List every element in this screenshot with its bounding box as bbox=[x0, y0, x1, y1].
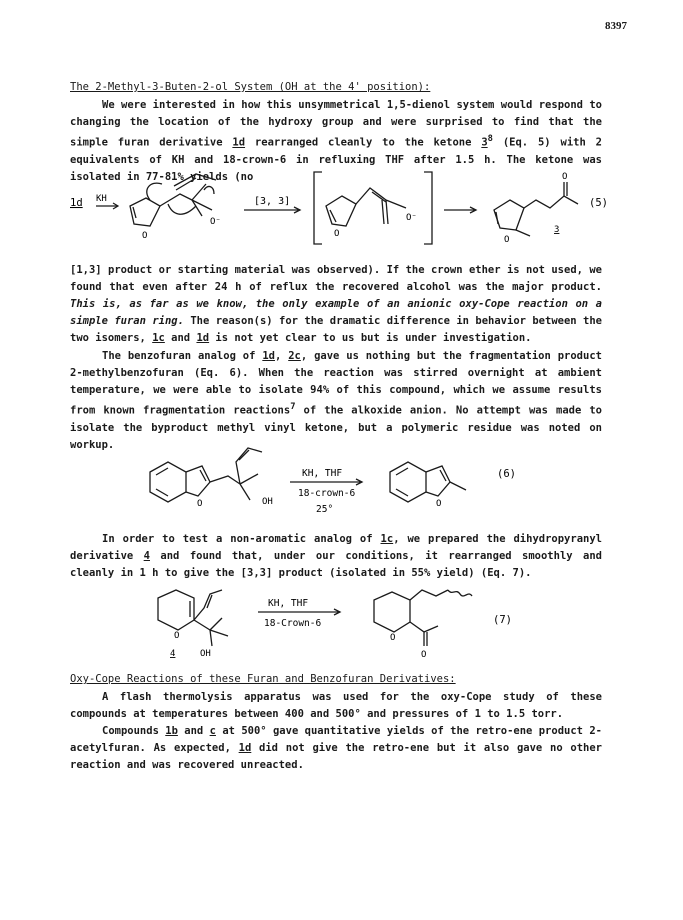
tetrahydropyran-ring bbox=[374, 592, 410, 632]
oxygen-label: O bbox=[504, 235, 510, 245]
paragraph-5: A flash thermolysis apparatus was used for the oxy-Cope study of these compounds at temperatures between 400 and 500° and pressures of 1 to 1.5 torr. bbox=[70, 691, 602, 721]
hydroxyl-label: OH bbox=[262, 497, 273, 507]
compound-label: 3 bbox=[554, 225, 560, 235]
electron-arrow bbox=[147, 183, 162, 200]
side-chain bbox=[160, 194, 192, 206]
furan-ring bbox=[186, 466, 210, 496]
section-heading-1: The 2-Methyl-3-Buten-2-ol System (OH at the 4' position): bbox=[70, 81, 431, 93]
paragraph-6: Compounds 1b and c at 500° gave quantitative yields of the retro-ene product 2-acetylfuran. As expected, 1d did not give the retro-ene but it also gave no other reaction and was recovered unreacted. bbox=[70, 725, 602, 772]
compound-ref: c bbox=[209, 725, 216, 737]
footnote-ref: 8 bbox=[487, 134, 493, 145]
hydroxyl-label: OH bbox=[200, 649, 211, 659]
compound-ref: 1d bbox=[196, 332, 210, 345]
bracket bbox=[424, 172, 432, 244]
alkoxide-label: O⁻ bbox=[406, 213, 417, 223]
equation-number: (7) bbox=[493, 614, 512, 626]
emphasis-text: This is, as far as we know, the only example of an anionic oxy-Cope reaction on a simple furan ring. bbox=[70, 298, 602, 328]
equation-7-scheme bbox=[0, 586, 683, 664]
furan-ring bbox=[494, 200, 524, 230]
page-number: 8397 bbox=[605, 20, 627, 32]
oxygen-label: O bbox=[174, 631, 180, 641]
compound-ref: 1c bbox=[152, 332, 165, 345]
compound-label: 4 bbox=[170, 649, 176, 659]
equation-6-scheme bbox=[0, 440, 683, 520]
compound-ref: 3 bbox=[481, 136, 488, 149]
furan-ring bbox=[426, 466, 450, 496]
compound-label: 1d bbox=[70, 197, 83, 209]
reagent-label: 18-Crown-6 bbox=[264, 618, 322, 629]
ketone-oxygen-label: O bbox=[421, 650, 427, 660]
reagent-label: KH, THF bbox=[268, 598, 309, 609]
equation-5-scheme bbox=[0, 166, 683, 250]
oxygen-label: O bbox=[334, 229, 340, 239]
compound-ref: 1d bbox=[262, 350, 275, 362]
dihydropyran-ring bbox=[158, 590, 194, 630]
reagent-label: 18-crown-6 bbox=[298, 488, 356, 499]
oxygen-label: O bbox=[436, 499, 442, 509]
paragraph-2: [1,3] product or starting material was observed). If the crown ether is not used, we found that even after 24 h of reflux the recovered alcohol was the major product. This is, as far as we know, the only example of an anionic oxy-Cope reaction on a simple furan ring. The reason(s) for the dramatic difference in behavior between the two isomers, 1c and 1d is not yet clear to us but is under investigation. bbox=[70, 264, 602, 345]
paragraph-1: We were interested in how this unsymmetrical 1,5-dienol system would respond to changing the location of the hydroxy group and were surprised to find that the simple furan derivative 1d rearranged cleanly to the ketone $3^8$ (Eq. 5) with 2 equivalents of KH and 18-crown-6 in refluxing THF after 1.5 h. The ketone was isolated in 77-81% yields (no bbox=[70, 99, 602, 183]
reagent-label: KH, THF bbox=[302, 468, 343, 479]
arrow-label: [3, 3] bbox=[254, 196, 291, 207]
electron-arrow bbox=[168, 204, 196, 214]
compound-ref: 1d bbox=[238, 742, 252, 755]
compound-ref: 1d bbox=[232, 136, 246, 149]
bracket bbox=[314, 172, 322, 244]
compound-ref: 1b bbox=[165, 725, 178, 737]
ketone-oxygen-label: O bbox=[562, 172, 568, 182]
oxygen-label: O bbox=[390, 633, 396, 643]
reagent-label: KH bbox=[96, 194, 107, 204]
equation-number: (6) bbox=[497, 468, 516, 480]
paragraph-4: In order to test a non-aromatic analog of 1c, we prepared the dihydropyranyl derivative 4 and found that, under our conditions, it rearranged smoothly and cleanly in 1 h to give the [3,3] product (isolated in 55% yield) (Eq. 7). bbox=[70, 533, 602, 580]
paragraph-3: The benzofuran analog of 1d, 2c, gave us nothing but the fragmentation product 2-methylbenzofuran (Eq. 6). When the reaction was stirred overnight at ambient temperature, we were able to isolate 94% of this compound, which we assume results from known fragmentation reactions$^7$ of the alkoxide anion. No attempt was made to isolate the byproduct methyl vinyl ketone, but a polymeric residue was noted on workup. bbox=[70, 350, 602, 451]
compound-ref: 1c bbox=[380, 533, 394, 545]
oxygen-label: O bbox=[197, 499, 203, 509]
footnote-ref: 7 bbox=[290, 402, 296, 413]
compound-ref: 2c bbox=[288, 350, 301, 362]
temperature-label: 25° bbox=[316, 504, 334, 515]
section-heading-2: Oxy-Cope Reactions of these Furan and Benzofuran Derivatives: bbox=[70, 673, 456, 685]
equation-number: (5) bbox=[589, 197, 608, 209]
compound-ref: 4 bbox=[143, 550, 150, 563]
alkoxide-label: O⁻ bbox=[210, 217, 221, 227]
oxygen-label: O bbox=[142, 231, 148, 241]
